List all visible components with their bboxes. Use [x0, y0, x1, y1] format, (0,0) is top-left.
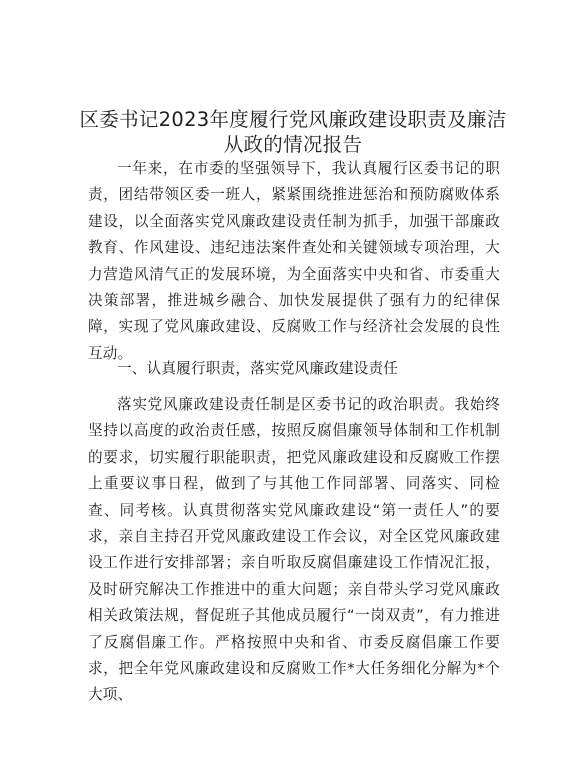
document-title: 区委书记2023年度履行党风廉政建设职责及廉洁从政的情况报告: [79, 108, 507, 156]
section-heading: 一、认真履行职责，落实党风廉政建设责任: [117, 360, 399, 377]
section-body-paragraph: 落实党风廉政建设责任制是区委书记的政治职责。我始终坚持以高度的政治责任感，按照反腐倡廉领导体制和工作机制的要求，切实履行职能职责，把党风廉政建设和反腐败工作摆上重要议事日程，做到了与其他工作同部署、同落实、同检查、同考核。认真贯彻落实党风廉政建设“第一责任人”的要求，亲自主持召开党风廉政建设工作会议，对全区党风廉政建设工作进行安排部署；亲自听取反腐倡廉建设工作情况汇报，及时研究解决工作推进中的重大问题；亲自带头学习党风廉政相关政策法规，督促班子其他成员履行“一岗双责”，有力推进了反腐倡廉工作。严格按照中央和省、市委反腐倡廉工作要求，把全年党风廉政建设和反腐败工作*大任务细化分解为*个大项、: [88, 396, 500, 704]
intro-paragraph: 一年来，在市委的坚强领导下，我认真履行区委书记的职责，团结带领区委一班人，紧紧围绕推进惩治和预防腐败体系建设，以全面落实党风廉政建设责任制为抓手，加强干部廉政教育、作风建设、违纪违法案件查处和关键领域专项治理，大力营造风清气正的发展环境，为全面落实中央和省、市委重大决策部署，推进城乡融合、加快发展提供了强有力的纪律保障，实现了党风廉政建设、反腐败工作与经济社会发展的良性互动。: [88, 160, 500, 362]
